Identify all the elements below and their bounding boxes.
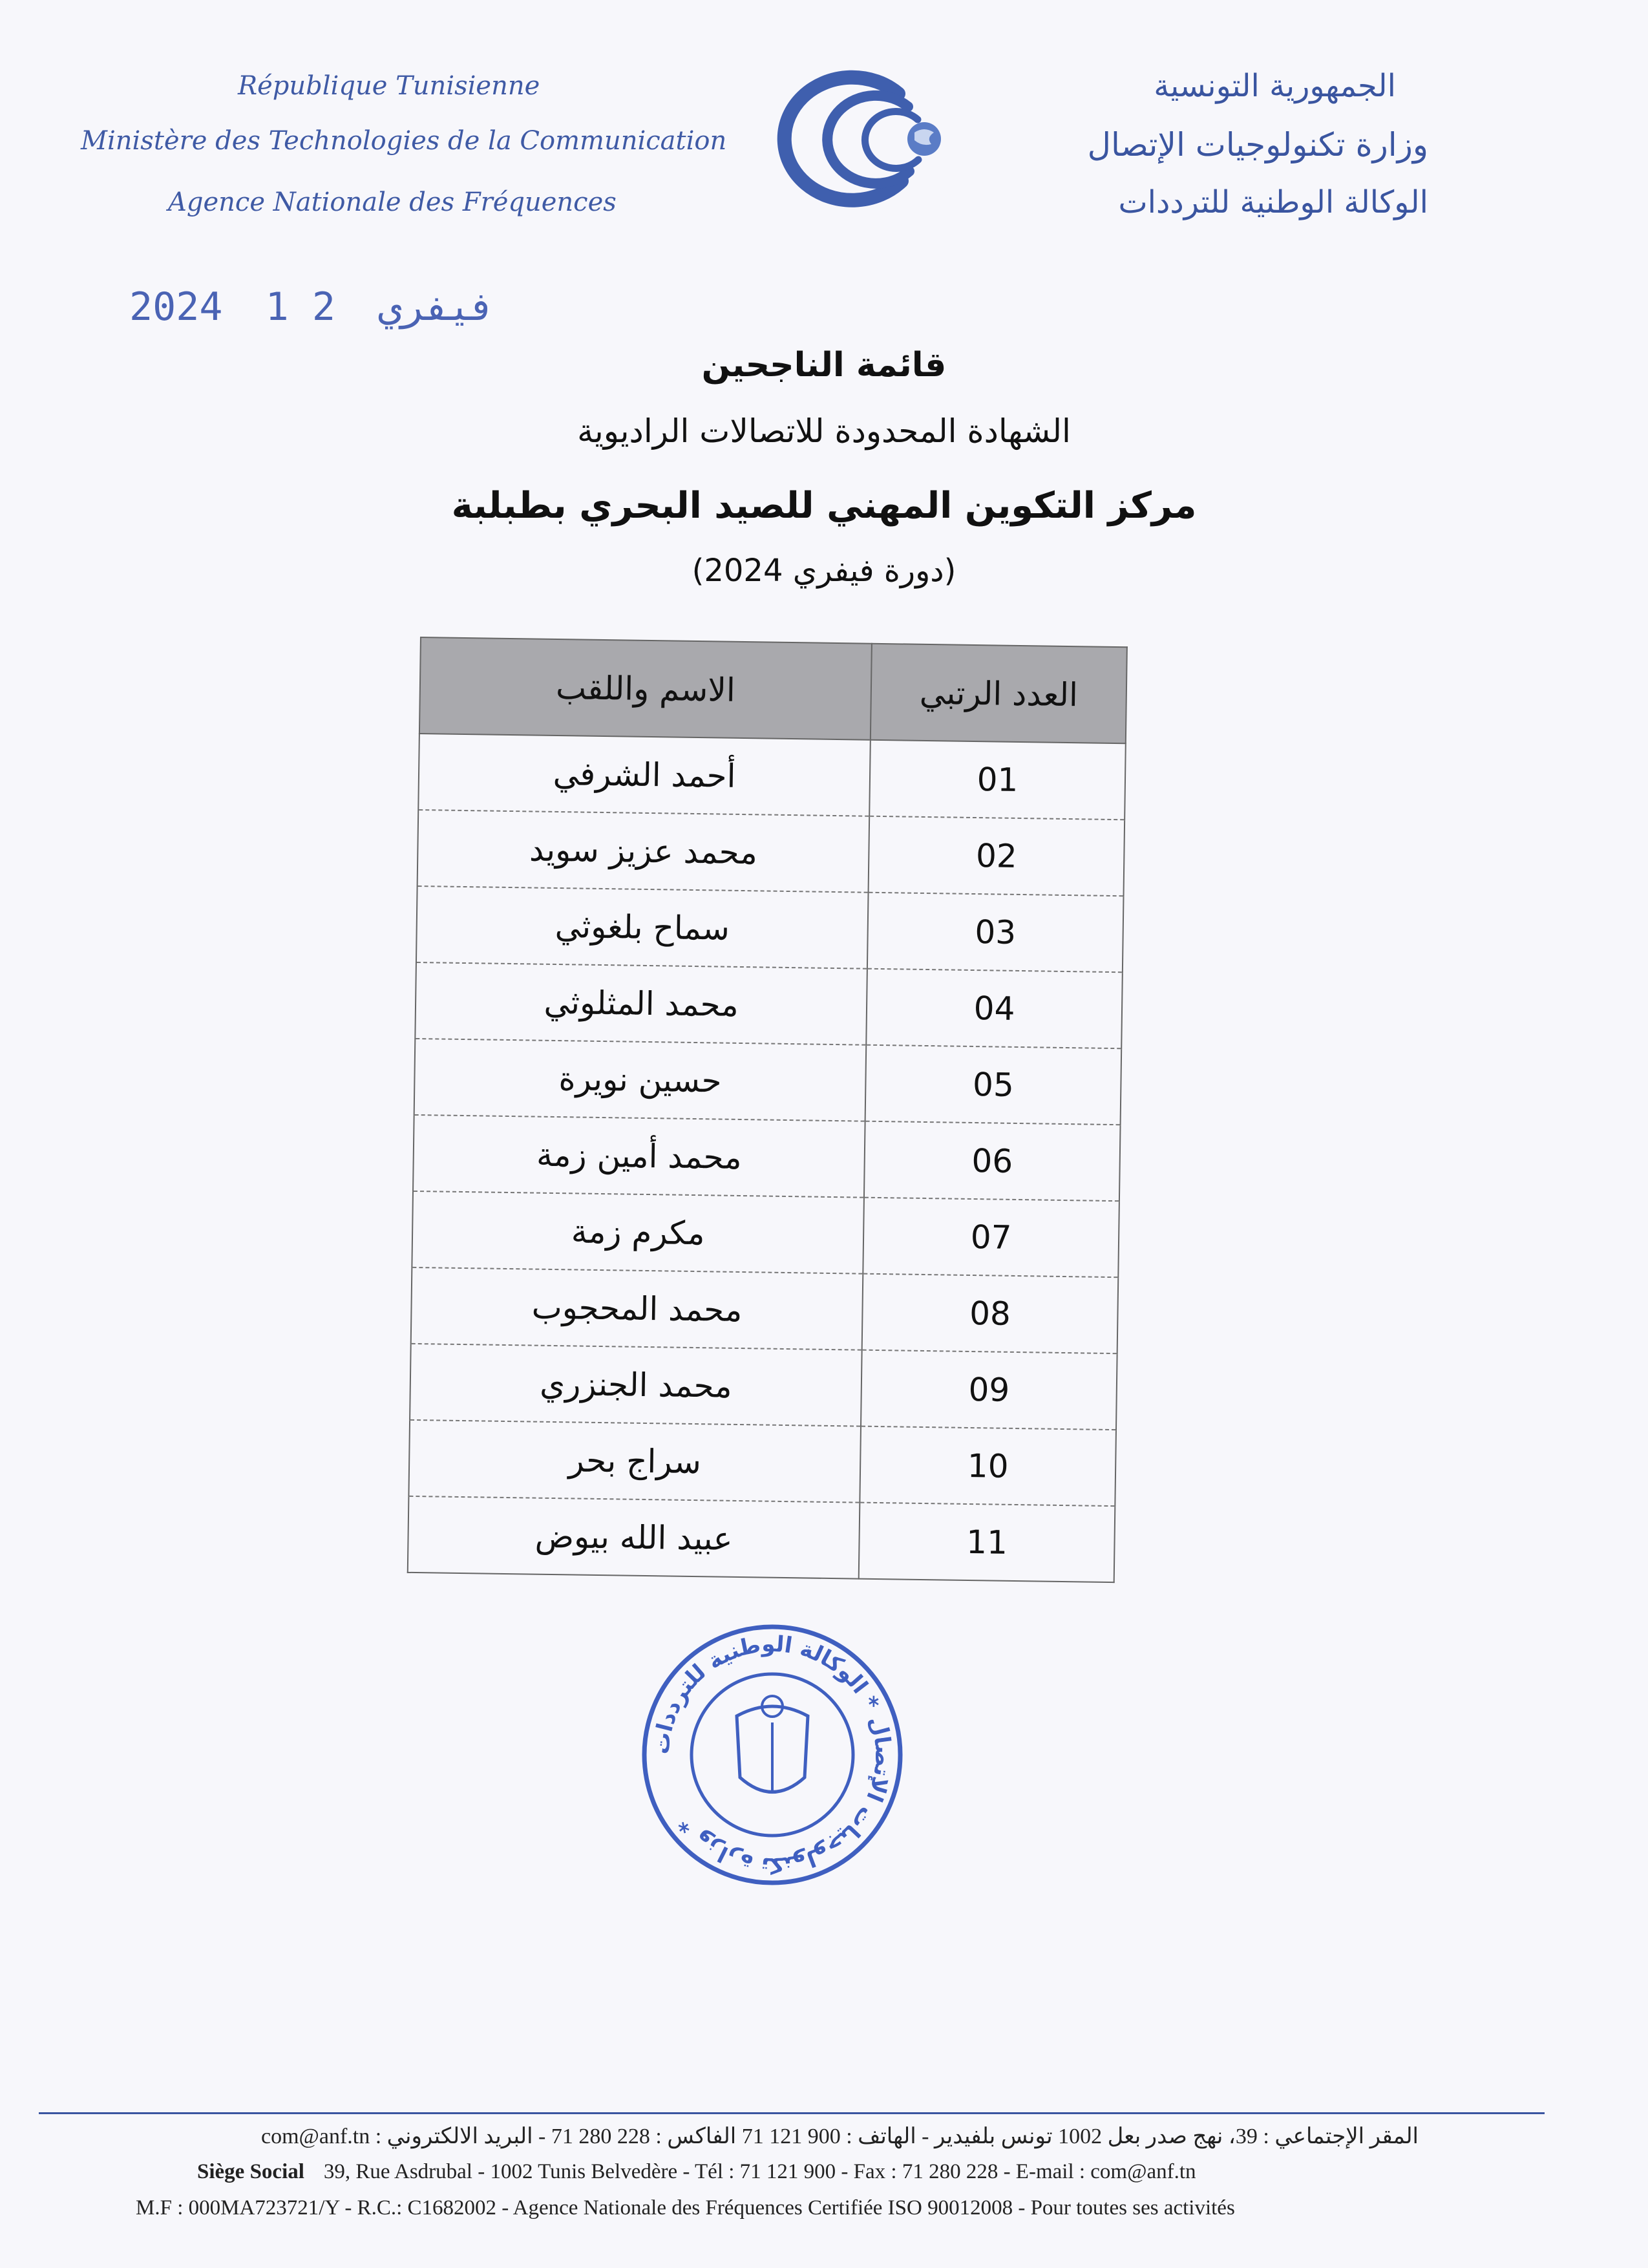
table-row [418,734,1126,820]
row-name: محمد عزيز سويد [417,810,870,893]
row-name: محمد المثلوثي [415,962,867,1045]
results-table [407,637,1128,1583]
footer-address-ar: المقر الإجتماعي : 39، نهج صدر بعل 1002 تونس بلفيدير - الهاتف : 900 121 71 الفاكس : 228 280 71 - البريد الالكتروني : com@anf.tn [261,2125,1419,2148]
row-number: 06 [864,1121,1121,1202]
row-name: عبيد الله بيوض [408,1496,860,1579]
footer-siege-label: Siège Social [197,2160,304,2183]
table-row [417,810,1125,896]
header-ar-line2: وزارة تكنولوجيات الإتصال [1087,126,1428,164]
row-name: محمد الجنزري [410,1344,862,1426]
row-name: حسين نويرة [414,1039,867,1121]
table-row [408,1420,1116,1506]
table-row [412,1191,1119,1277]
table-row [408,1496,1115,1582]
row-number: 07 [863,1198,1119,1278]
row-name: محمد المحجوب [411,1267,863,1350]
row-name: محمد أمين زمة [413,1115,865,1198]
page-title: قائمة الناجحين [701,346,947,385]
table-row [416,886,1124,972]
table-header-row [419,637,1127,743]
date-stamp [129,284,514,330]
row-number: 02 [869,816,1125,896]
row-number: 10 [860,1426,1116,1507]
row-number: 04 [866,969,1123,1049]
table-row [413,1115,1121,1201]
footer-divider [39,2112,1545,2114]
certificate-subtitle: الشهادة المحدودة للاتصالات الراديوية [577,412,1071,450]
date-stamp-year: 2024 [129,284,223,330]
header-fr-line1: République Tunisienne [238,71,540,101]
table-row [411,1267,1119,1353]
footer-address-fr [197,2160,1196,2184]
row-number: 05 [865,1045,1122,1125]
footer-legal: M.F : 000MA723721/Y - R.C.: C1682002 - Agence Nationale des Fréquences Certifiée ISO 90012008 - Pour toutes ses activités [136,2196,1235,2220]
table-row [414,1039,1122,1125]
header-fr-line3: Agence Nationale des Fréquences [168,187,617,217]
row-number: 08 [862,1274,1119,1354]
date-stamp-day: 2 1 [265,284,335,330]
seal-text: وزارة تكنولوجيات الإتصال * الوكالة الوطنية للترددات * [648,1631,896,1879]
table-row [415,962,1123,1048]
training-center-title: مركز التكوين المهني للصيد البحري بطبلبة [451,485,1197,527]
column-header-number: العدد الرتبي [871,644,1127,743]
row-name: أحمد الشرفي [418,734,871,816]
row-name: مكرم زمة [412,1191,864,1274]
row-name: سراج بحر [408,1420,861,1503]
table-row [410,1344,1117,1430]
header-ar-line1: الجمهورية التونسية [1154,68,1396,104]
row-number: 11 [859,1503,1115,1583]
official-seal-icon [637,1619,908,1891]
session-label: (دورة فيفري 2024) [692,553,956,589]
anf-logo-icon [759,68,953,210]
column-header-name: الاسم واللقب [419,637,872,740]
header-fr-line2: Ministère des Technologies de la Communication [81,126,727,156]
date-stamp-month: فيفري [378,284,495,330]
header-ar-line3: الوكالة الوطنية للترددات [1118,184,1428,220]
row-number: 03 [867,893,1124,973]
row-number: 09 [861,1350,1117,1430]
results-table-body [408,734,1126,1582]
row-name: سماح بلغوثي [416,886,869,969]
row-number: 01 [869,740,1126,820]
footer-address-text: 39, Rue Asdrubal - 1002 Tunis Belvedère - Tél : 71 121 900 - Fax : 71 280 228 - E-mail : com@anf.tn [323,2160,1196,2183]
